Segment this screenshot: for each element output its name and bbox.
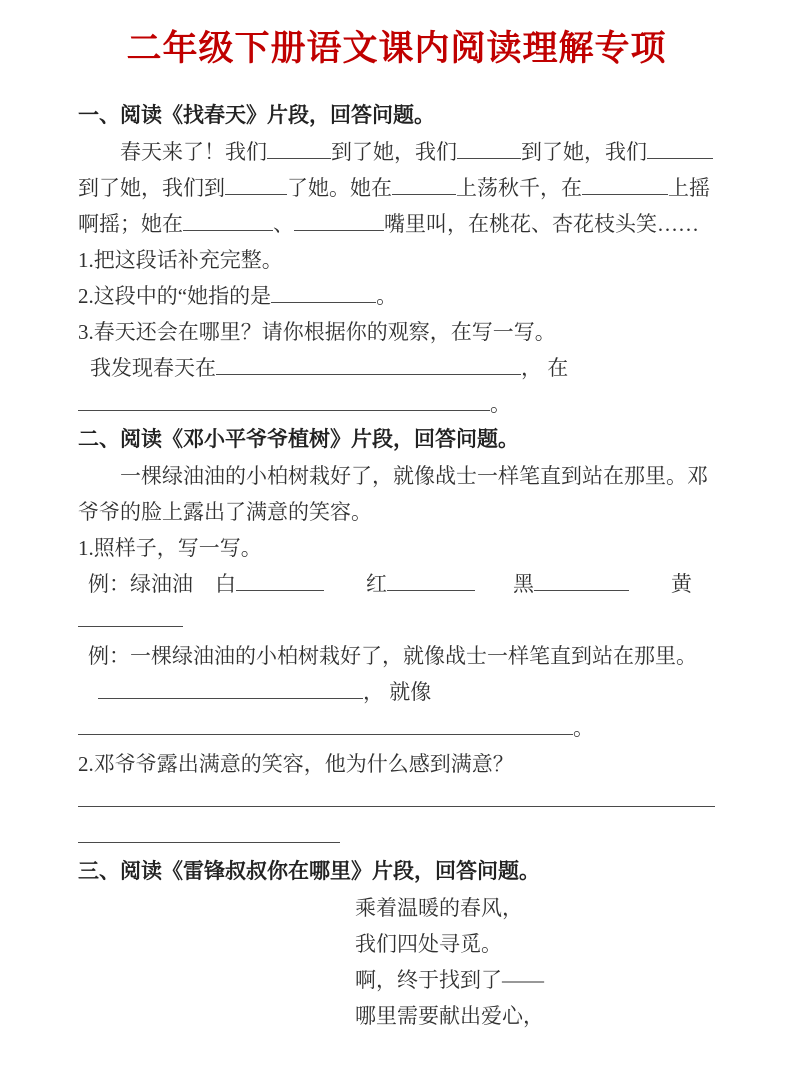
worksheet-line [78,242,715,278]
worksheet-line [78,782,715,818]
text-segment: 、 [273,212,294,236]
text-segment: 我发现春天在 [90,356,216,380]
section [78,98,715,422]
worksheet-line [78,674,715,710]
gap-spacer [475,589,513,591]
text-segment: 3.春天还会在哪里？请你根据你的观察，在写一写。 [78,320,556,344]
text-segment: 1.照样子，写一写。 [78,536,262,560]
text-segment: 黑 [513,572,534,596]
blank-underline [387,585,475,591]
worksheet-line [78,818,715,854]
blank-underline [267,153,331,159]
page-title: 二年级下册语文课内阅读理解专项 [126,29,667,68]
text-segment: 。 [376,284,398,308]
section-heading: 三、阅读《雷锋叔叔你在哪里》片段，回答问题。 [78,860,540,883]
text-segment: 到了她，我们 [521,140,647,164]
blank-underline [183,225,273,231]
text-segment: 例：一棵绿油油的小柏树栽好了，就像战士一样笔直到站在那里。 [88,644,697,668]
blank-underline [294,225,384,231]
text-segment: 到了她，我们 [331,140,457,164]
text-segment: 白 [215,572,236,596]
text-segment: ， 就像 [363,680,432,704]
text-segment: 黄 [671,572,692,596]
blank-underline [98,693,363,699]
text-segment: 啊，终于找到了—— [355,968,544,992]
gap-spacer [324,589,366,591]
section-heading: 一、阅读《找春天》片段，回答问题。 [78,104,435,127]
text-segment: 了她。她在 [287,176,392,200]
blank-underline [225,189,287,195]
text-segment: 例：绿油油 [88,572,193,596]
text-segment: 春天来了！我们 [120,140,267,164]
section [78,422,715,854]
text-segment: 上摇 [668,176,710,200]
text-segment: 红 [366,572,387,596]
worksheet-line [78,926,715,962]
worksheet-line [78,278,715,314]
sections [78,98,715,1034]
text-segment: 嘴里叫，在桃花、杏花枝头笑…… [384,212,699,236]
worksheet-line [78,206,715,242]
blank-underline [534,585,629,591]
blank-underline [78,729,573,735]
worksheet-line [78,962,715,998]
gap-spacer [193,589,215,591]
text-segment: 乘着温暖的春风， [355,896,523,920]
worksheet-line [78,170,715,206]
worksheet-line [78,134,715,170]
blank-underline [216,369,521,375]
text-segment: 我们四处寻觅。 [355,932,502,956]
worksheet-line [78,890,715,926]
worksheet-line [78,566,715,602]
blank-underline [78,801,715,807]
blank-underline [392,189,456,195]
blank-underline [271,297,376,303]
worksheet-line [78,386,715,422]
blank-underline [236,585,324,591]
text-segment: 到了她，我们到 [78,176,225,200]
worksheet-line [78,530,715,566]
section [78,854,715,1034]
text-segment: 。 [490,392,511,416]
text-segment: 一棵绿油油的小柏树栽好了，就像战士一样笔直到站在那里。邓 [120,464,708,488]
blank-underline [457,153,521,159]
worksheet-line [78,350,715,386]
worksheet-line [78,458,715,494]
text-segment: 2.邓爷爷露出满意的笑容，他为什么感到满意？ [78,752,514,776]
worksheet-line [78,494,715,530]
text-segment: 哪里需要献出爱心， [355,1004,544,1028]
worksheet-line [78,746,715,782]
section-heading: 二、阅读《邓小平爷爷植树》片段，回答问题。 [78,428,519,451]
worksheet-line [78,314,715,350]
gap-spacer [629,589,671,591]
text-segment: 爷爷的脸上露出了满意的笑容。 [78,500,372,524]
text-segment: 1.把这段话补充完整。 [78,248,283,272]
worksheet-line [78,998,715,1034]
text-segment: 。 [573,716,594,740]
text-segment: ， 在 [521,356,569,380]
blank-underline [78,621,183,627]
blank-underline [78,405,490,411]
worksheet-line [78,710,715,746]
text-segment: 啊摇；她在 [78,212,183,236]
blank-underline [647,153,713,159]
worksheet-line [78,602,715,638]
text-segment: 2.这段中的“她指的是 [78,284,272,308]
worksheet-line [78,638,715,674]
blank-underline [78,837,340,843]
blank-underline [582,189,668,195]
text-segment: 上荡秋千，在 [456,176,582,200]
